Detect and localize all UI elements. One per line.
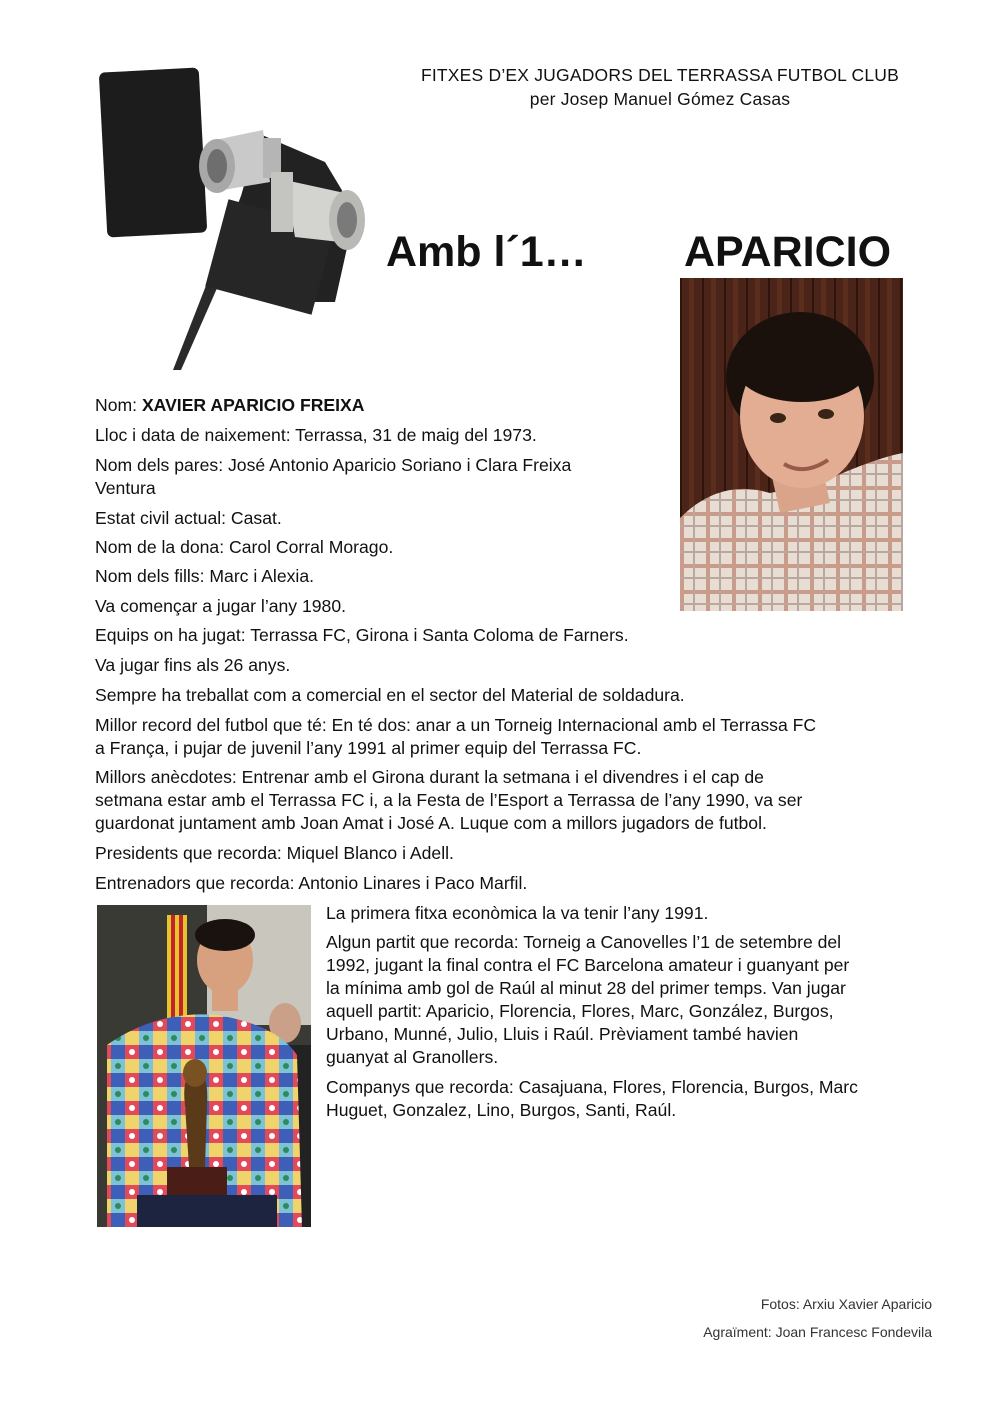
mates-line-2: Huguet, Gonzalez, Lino, Burgos, Santi, Raúl. — [326, 1100, 677, 1120]
headline-player-name: APARICIO — [684, 228, 892, 276]
acknowledgement: Agraïment: Joan Francesc Fondevila — [703, 1324, 932, 1340]
megaphone-icon — [95, 62, 375, 372]
children-line: Nom dels fills: Marc i Alexia. — [95, 566, 315, 586]
match-line-3: la mínima amb gol de Raúl al minut 28 del primer temps. Van jugar — [326, 978, 846, 998]
name-line — [95, 394, 365, 417]
match-line-6: guanyat al Granollers. — [326, 1047, 499, 1067]
anecdotes-line-2: setmana estar amb el Terrassa FC i, a la Festa de l’Esport a Terrassa de l’any 1990, va ser — [95, 790, 803, 810]
civil-status-line: Estat civil actual: Casat. — [95, 508, 282, 528]
mates-line-1: Companys que recorda: Casajuana, Flores, Florencia, Burgos, Marc — [326, 1077, 858, 1097]
document-header — [380, 64, 940, 110]
headline-left: Amb l´1… — [386, 228, 587, 276]
name-value: XAVIER APARICIO FREIXA — [141, 395, 365, 415]
parents-line-2: Ventura — [95, 478, 156, 498]
presidents-line: Presidents que recorda: Miquel Blanco i Adell. — [95, 843, 454, 863]
player-portrait-photo — [680, 278, 903, 611]
record-line-1: Millor record del futbol que té: En té dos: anar a un Torneig Internacional amb el Terrassa FC — [95, 715, 817, 735]
player-with-trophy-photo — [97, 905, 311, 1227]
first-contract-line: La primera fitxa econòmica la va tenir l’any 1991. — [326, 903, 709, 923]
match-line-1: Algun partit que recorda: Torneig a Canovelles l’1 de setembre del — [326, 932, 842, 952]
anecdotes-line-3: guardonat juntament amb Joan Amat i José A. Luque com a millors jugadors de futbol. — [95, 813, 767, 833]
birth-line: Lloc i data de naixement: Terrassa, 31 de maig del 1973. — [95, 425, 537, 445]
name-label: Nom: — [95, 395, 142, 415]
coaches-line: Entrenadors que recorda: Antonio Linares i Paco Marfil. — [95, 873, 528, 893]
series-title: FITXES D’EX JUGADORS DEL TERRASSA FUTBOL CLUB — [420, 65, 900, 85]
match-line-2: 1992, jugant la final contra el FC Barcelona amateur i guanyant per — [326, 955, 850, 975]
teams-line: Equips on ha jugat: Terrassa FC, Girona i Santa Coloma de Farners. — [95, 625, 629, 645]
anecdotes-line-1: Millors anècdotes: Entrenar amb el Girona durant la setmana i el divendres i el cap de — [95, 767, 764, 787]
until-line: Va jugar fins als 26 anys. — [95, 655, 291, 675]
match-line-5: Urbano, Munné, Julio, Lluis i Raúl. Prèviament també havien — [326, 1024, 799, 1044]
wife-line: Nom de la dona: Carol Corral Morago. — [95, 537, 394, 557]
match-line-4: aquell partit: Aparicio, Florencia, Flores, Marc, González, Burgos, — [326, 1001, 834, 1021]
photo-credit: Fotos: Arxiu Xavier Aparicio — [760, 1296, 932, 1312]
parents-line-1: Nom dels pares: José Antonio Aparicio Soriano i Clara Freixa — [95, 455, 572, 475]
record-line-2: a França, i pujar de juvenil l’any 1991 al primer equip del Terrassa FC. — [95, 738, 642, 758]
work-line: Sempre ha treballat com a comercial en el sector del Material de soldadura. — [95, 685, 685, 705]
author-line: per Josep Manuel Gómez Casas — [529, 89, 791, 109]
start-line: Va començar a jugar l’any 1980. — [95, 596, 347, 616]
